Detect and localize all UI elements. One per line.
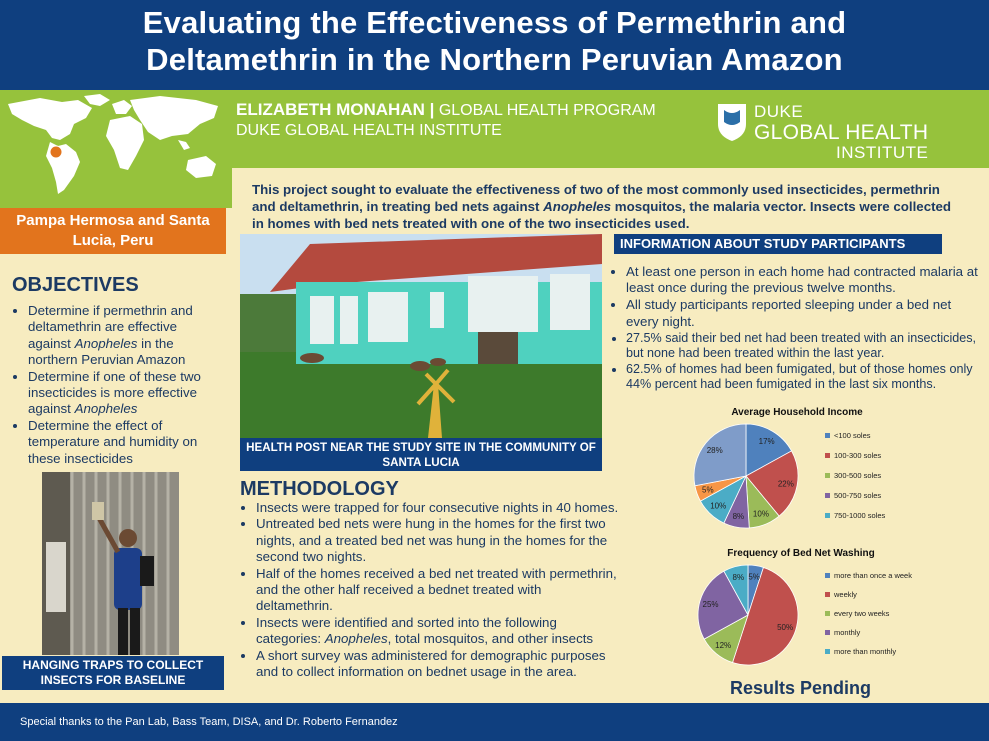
legend-swatch	[825, 433, 830, 438]
legend-swatch	[825, 513, 830, 518]
slice-label: 12%	[715, 641, 732, 651]
list-item: • A short survey was administered for demographic purposes and to collect information on bednet usage in the area.	[256, 648, 620, 681]
legend-label: weekly	[834, 590, 857, 599]
traps-photo	[42, 472, 179, 655]
location-label: Pampa Hermosa and Santa Lucia, Peru	[0, 208, 226, 254]
objectives-heading: OBJECTIVES	[12, 274, 139, 296]
list-item: • Untreated bed nets were hung in the homes for the first two nights, and a treated bed net was hung in the homes for the second two nights.	[256, 516, 620, 565]
legend-swatch	[825, 630, 830, 635]
washing-pie-chart	[650, 543, 970, 678]
results-pending: Results Pending	[730, 678, 872, 698]
legend-label: <100 soles	[834, 431, 871, 440]
health-post-photo	[240, 234, 602, 438]
legend-label: 300-500 soles	[834, 471, 882, 480]
slice-label: 10%	[710, 501, 727, 511]
world-map	[0, 90, 232, 208]
list-item: • Half of the homes received a bed net treated with permethrin, and the other half received a bednet treated with deltamethrin.	[256, 566, 620, 615]
logo-line-1: DUKE	[754, 102, 804, 121]
list-item: • At least one person in each home had contracted malaria at least once during the previous twelve months.	[626, 264, 982, 296]
slice-label: 10%	[752, 509, 769, 519]
duke-shield-icon	[716, 102, 748, 142]
legend-label: 100-300 soles	[834, 451, 882, 460]
traps-caption: HANGING TRAPS TO COLLECT INSECTS FOR BASELINE	[2, 656, 224, 690]
legend-swatch	[825, 453, 830, 458]
legend-swatch	[825, 592, 830, 597]
author-name: ELIZABETH MONAHAN |	[236, 100, 435, 119]
legend-label: monthly	[834, 628, 861, 637]
legend-swatch	[825, 573, 830, 578]
legend-label: more than once a week	[834, 571, 912, 580]
participants-list	[610, 264, 982, 393]
slice-label: 17%	[758, 437, 775, 447]
logo-line-3: INSTITUTE	[836, 143, 929, 162]
slice-label: 22%	[777, 479, 794, 489]
peru-marker	[50, 146, 62, 158]
list-item: • Insects were trapped for four consecutive nights in 40 homes.	[256, 500, 620, 516]
slice-label: 25%	[702, 600, 719, 610]
legend-label: more than monthly	[834, 647, 897, 656]
slice-label: 8%	[732, 511, 745, 521]
slice-label: 28%	[706, 446, 723, 456]
chart-title: Frequency of Bed Net Washing	[727, 548, 875, 559]
methodology-list	[240, 500, 620, 704]
legend-swatch	[825, 473, 830, 478]
legend-swatch	[825, 493, 830, 498]
chart-title: Average Household Income	[731, 407, 863, 418]
intro-text: This project sought to evaluate the effectiveness of two of the most commonly used insecticides, permethrin and deltamethrin, in treating bed nets against Anopheles mosquitos, the malaria vector. Insects were collected in homes with bed nets treated with one of the two insecticides used.	[252, 182, 952, 231]
title-line-2: Deltamethrin in the Northern Peruvian Amazon	[146, 42, 843, 77]
legend-swatch	[825, 611, 830, 616]
methodology-heading: METHODOLOGY	[240, 478, 399, 500]
list-item: • Determine if permethrin and deltamethrin are effective against Anopheles in the northern Peruvian Amazon	[28, 303, 222, 369]
slice-label: 5%	[702, 485, 714, 495]
list-item: • 27.5% said their bed net had been treated with an insecticides, but none had been treated within the last year.	[626, 331, 982, 361]
list-item: • Determine if one of these two insecticides is more effective against Anopheles	[28, 369, 222, 418]
slice-label: 8%	[732, 573, 745, 583]
list-item: • Determine the effect of temperature and humidity on these insecticides	[28, 418, 222, 467]
list-item: • All study participants reported sleeping under a bed net every night.	[626, 297, 982, 329]
legend-label: 750-1000 soles	[834, 511, 886, 520]
title-line-1: Evaluating the Effectiveness of Permethrin and	[142, 5, 847, 40]
author-block	[236, 100, 656, 141]
author-program: GLOBAL HEALTH PROGRAM	[438, 102, 656, 119]
duke-logo	[716, 100, 956, 162]
participants-heading: INFORMATION ABOUT STUDY PARTICIPANTS	[614, 234, 942, 254]
legend-label: 500-750 soles	[834, 491, 882, 500]
slice-label: 50%	[777, 623, 794, 633]
slice-label: 5%	[748, 572, 760, 582]
objectives-list	[12, 303, 222, 467]
poster-title	[0, 0, 989, 90]
list-item: • 62.5% of homes had been fumigated, but of those homes only 44% percent had been fumigated in the last six months.	[626, 362, 982, 392]
author-institute: DUKE GLOBAL HEALTH INSTITUTE	[236, 122, 502, 139]
footer-thanks: Special thanks to the Pan Lab, Bass Team, DISA, and Dr. Roberto Fernandez	[0, 703, 989, 741]
income-pie-chart	[650, 400, 970, 540]
legend-swatch	[825, 649, 830, 654]
legend-label: every two weeks	[834, 609, 890, 618]
logo-line-2: GLOBAL HEALTH	[754, 121, 929, 144]
health-post-caption: HEALTH POST NEAR THE STUDY SITE IN THE COMMUNITY OF SANTA LUCIA	[240, 438, 602, 471]
list-item: • Insects were identified and sorted into the following categories: Anopheles, total mosquitos, and other insects	[256, 615, 620, 648]
